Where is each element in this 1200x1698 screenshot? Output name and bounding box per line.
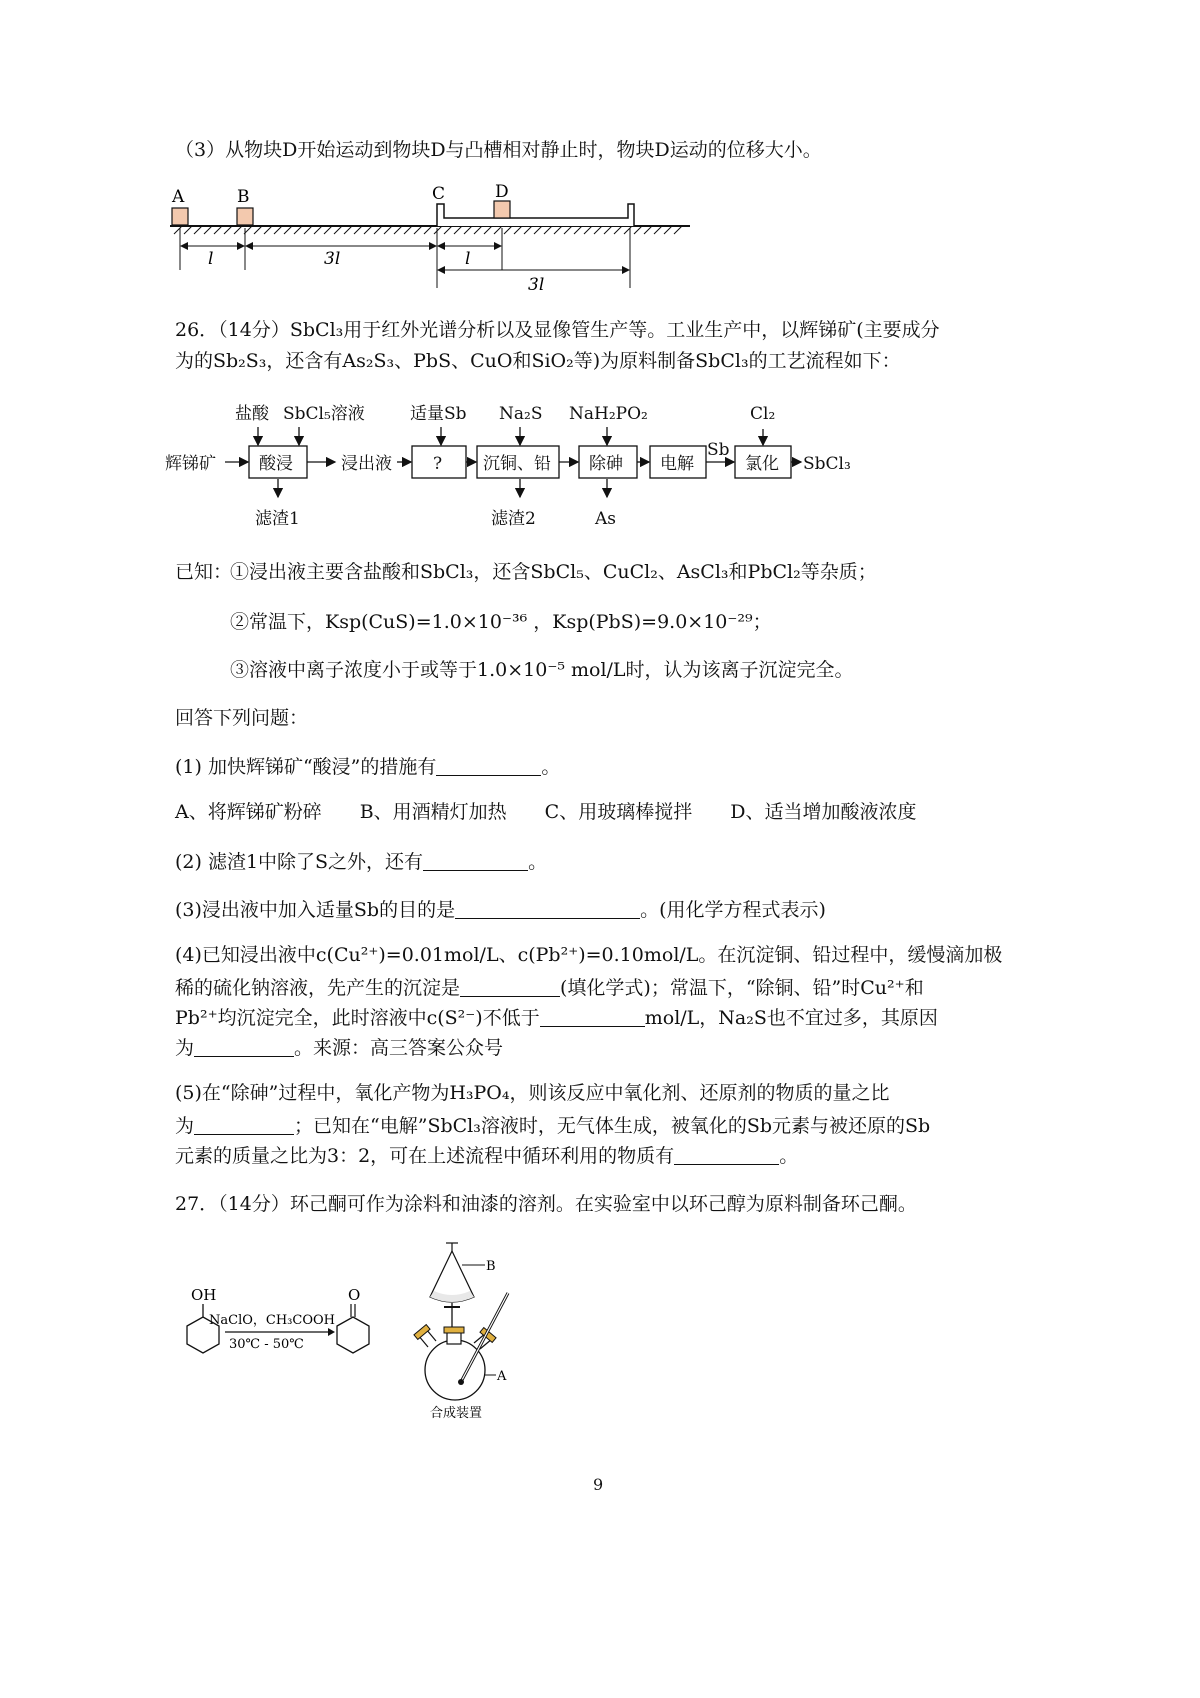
- q26-part4-line2a: 稀的硫化钠溶液，先产生的沉淀是: [175, 977, 461, 999]
- blank-4c[interactable]: [194, 1037, 294, 1057]
- flow-out4: As: [595, 509, 617, 529]
- q26-part5-line2a: 为: [175, 1115, 195, 1137]
- o-label: O: [348, 1286, 361, 1304]
- label-a-apparatus: A: [497, 1369, 507, 1384]
- q26-part4-line4a: 为: [175, 1037, 195, 1059]
- q26-part5-line3a: 元素的质量之比为3：2，可在上述流程中循环利用的物质有: [175, 1145, 675, 1167]
- process-flowchart: [165, 395, 885, 545]
- q26-part1-end: 。: [541, 756, 561, 778]
- synthesis-apparatus: [400, 1235, 540, 1425]
- condition-label: 30℃ - 50℃: [229, 1337, 304, 1352]
- dim-l1: l: [208, 249, 214, 269]
- block-d: [494, 201, 510, 218]
- flow-in2: 适量Sb: [410, 404, 467, 424]
- flow-in1b: SbCl₅溶液: [283, 404, 365, 424]
- q26-part1-options: A、将辉锑矿粉碎 B、用酒精灯加热 C、用玻璃棒搅拌 D、适当增加酸液浓度: [175, 801, 917, 823]
- q26-part1: [175, 752, 560, 779]
- q26-part4-line4: [175, 1033, 503, 1060]
- label-a: A: [172, 187, 185, 207]
- flow-in6: Cl₂: [750, 404, 776, 424]
- q26-part3-end: 。(用化学方程式表示): [640, 899, 826, 921]
- dim-3l1: 3l: [324, 249, 341, 269]
- dim-3l2: 3l: [528, 275, 545, 295]
- q26-part5-line2b: ；已知在“电解”SbCl₃溶液时，无气体生成，被氧化的Sb元素与被还原的Sb: [294, 1115, 931, 1137]
- q26-part2-text: (2) 滤渣1中除了S之外，还有: [175, 851, 424, 873]
- flow-box4-label: 除砷: [589, 454, 623, 474]
- q26-part5-line3b: 。: [779, 1145, 799, 1167]
- flow-box2-label: ?: [433, 454, 443, 474]
- known-2: ②常温下，Ksp(CuS)=1.0×10⁻³⁶ ，Ksp(PbS)=9.0×10⁻²⁹；: [230, 611, 772, 633]
- q27-intro: 27．（14分）环己酮可作为涂料和油漆的溶剂。在实验室中以环己醇为原料制备环己酮。: [175, 1193, 917, 1215]
- blank-4b[interactable]: [540, 1007, 645, 1027]
- flow-out3: 滤渣2: [491, 509, 536, 529]
- flow-box3-label: 沉铜、铅: [483, 454, 551, 474]
- q26-part5-line1: (5)在“除砷”过程中，氧化产物为H₃PO₄，则该反应中氧化剂、还原剂的物质的量之比: [175, 1082, 890, 1104]
- flow-in3: Na₂S: [499, 404, 543, 424]
- flow-leach: 浸出液: [341, 454, 392, 474]
- q25-part3-text: （3）从物块D开始运动到物块D与凸槽相对静止时，物块D运动的位移大小。: [175, 139, 822, 161]
- label-d: D: [495, 182, 509, 202]
- q26-part2: [175, 847, 547, 874]
- blank-2[interactable]: [423, 851, 528, 871]
- q26-part4-line2: [175, 973, 924, 1000]
- block-diagram: [160, 180, 720, 300]
- flow-ore: 辉锑矿: [165, 454, 216, 474]
- q26-part4-line2b: (填化学式)；常温下，“除铜、铅”时Cu²⁺和: [560, 977, 924, 999]
- label-b-apparatus: B: [486, 1259, 496, 1274]
- dim-l2: l: [465, 249, 471, 269]
- q26-part4-line3b: mol/L，Na₂S也不宜过多，其原因: [644, 1007, 938, 1029]
- reagent-label: NaClO，CH₃COOH: [209, 1313, 335, 1328]
- q26-part5-line2: [175, 1111, 930, 1138]
- oh-label: OH: [191, 1286, 217, 1304]
- flow-box6-label: 氯化: [745, 454, 779, 474]
- answer-prompt: 回答下列问题：: [175, 707, 309, 729]
- q26-part4-line4b: 。来源：高三答案公众号: [294, 1037, 504, 1059]
- blank-5a[interactable]: [194, 1115, 294, 1135]
- blank-5b[interactable]: [674, 1145, 779, 1165]
- q26-part4-line1: (4)已知浸出液中c(Cu²⁺)=0.01mol/L、c(Pb²⁺)=0.10mol/L。在沉淀铜、铅过程中，缓慢滴加极: [175, 944, 1003, 966]
- flow-box5-label: 电解: [660, 454, 694, 474]
- q26-part3-text: (3)浸出液中加入适量Sb的目的是: [175, 899, 456, 921]
- cyclohexanone-ring: [337, 1317, 369, 1353]
- blank-4a[interactable]: [460, 977, 560, 997]
- q26-intro-line2: 为的Sb₂S₃，还含有As₂S₃、PbS、CuO和SiO₂等)为原料制备SbCl₃的工艺流程如下：: [175, 350, 901, 372]
- ground-hatch: [174, 226, 682, 234]
- flow-box1-label: 酸浸: [259, 454, 293, 474]
- block-a: [172, 208, 188, 225]
- q26-part4-line3a: Pb²⁺均沉淀完全，此时溶液中c(S²⁻)不低于: [175, 1007, 540, 1029]
- label-b: B: [237, 187, 250, 207]
- groove: [437, 204, 634, 226]
- page-number: 9: [593, 1475, 604, 1494]
- blank-3[interactable]: [455, 899, 640, 919]
- q26-part2-end: 。: [528, 851, 548, 873]
- known-3: ③溶液中离子浓度小于或等于1.0×10⁻⁵ mol/L时，认为该离子沉淀完全。: [230, 659, 854, 681]
- apparatus-caption: 合成装置: [430, 1406, 483, 1421]
- flow-mid5: Sb: [707, 440, 730, 460]
- flow-product: SbCl₃: [803, 454, 851, 474]
- flow-in4: NaH₂PO₂: [569, 404, 648, 424]
- flow-out1: 滤渣1: [255, 509, 300, 529]
- known-label: 已知：: [175, 561, 233, 583]
- q26-part3: [175, 895, 826, 922]
- q26-part1-text: (1) 加快辉锑矿“酸浸”的措施有: [175, 756, 437, 778]
- flow-in1a: 盐酸: [235, 404, 269, 424]
- q26-part4-line3: [175, 1003, 938, 1030]
- block-b: [237, 208, 253, 225]
- reaction-scheme: [165, 1280, 395, 1390]
- three-neck-flask: [425, 1340, 485, 1400]
- label-c: C: [432, 184, 446, 204]
- q26-part5-line3: [175, 1141, 798, 1168]
- known-1: ①浸出液主要含盐酸和SbCl₃，还含SbCl₅、CuCl₂、AsCl₃和PbCl₂等杂质；: [230, 561, 877, 583]
- q26-intro-line1: 26．（14分）SbCl₃用于红外光谱分析以及显像管生产等。工业生产中，以辉锑矿(主要成分: [175, 319, 940, 341]
- blank-1[interactable]: [436, 756, 541, 776]
